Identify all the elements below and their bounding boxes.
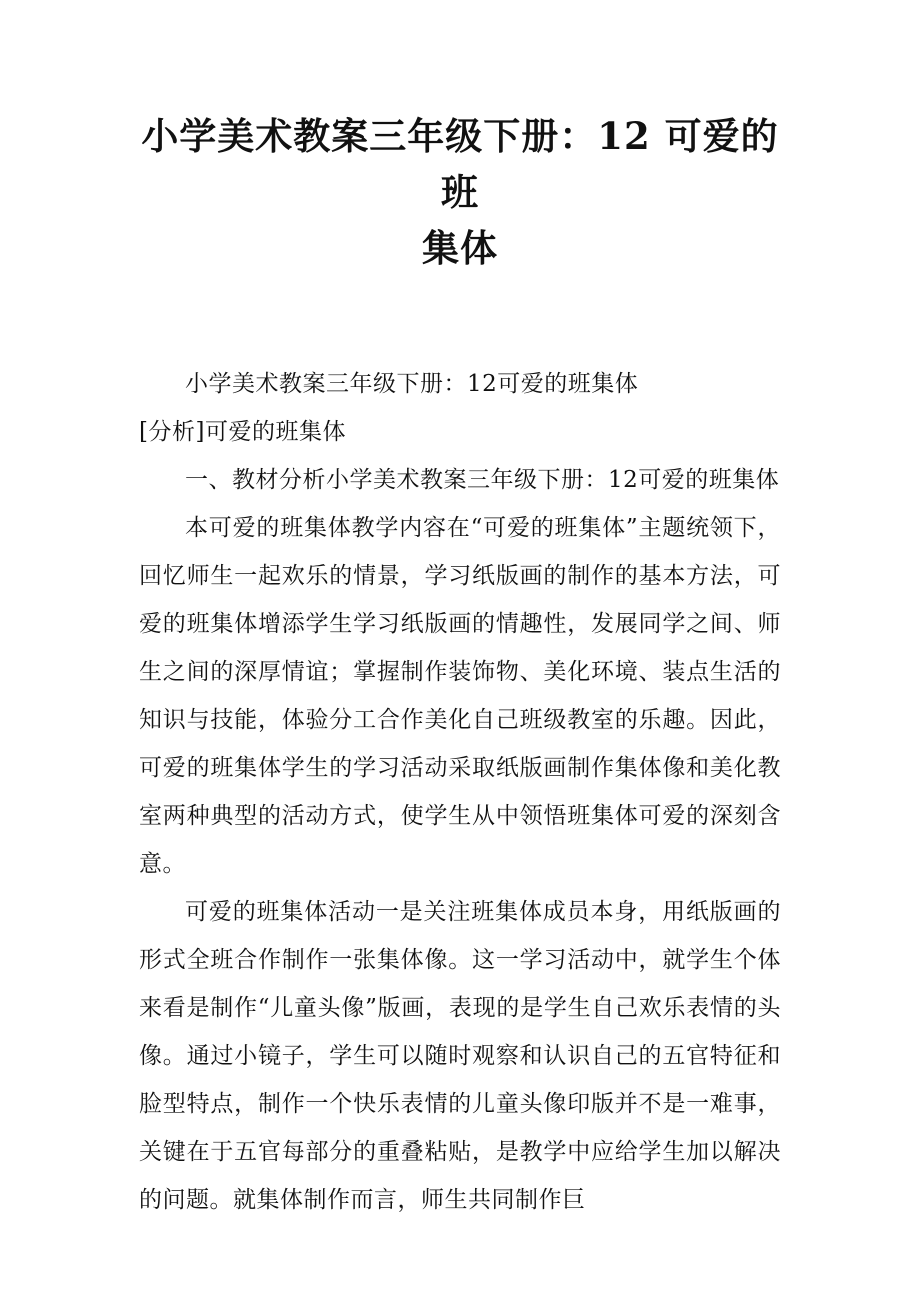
document-title [139, 108, 781, 276]
title-line-1: 小学美术教案三年级下册：12 可爱的班 [141, 114, 779, 214]
body-paragraph: 本可爱的班集体教学内容在“可爱的班集体”主题统领下，回忆师生一起欢乐的情景，学习纸版画的制作的基本方法，可爱的班集体增添学生学习纸版画的情趣性，发展同学之间、师生之间的深厚情谊；掌握制作装饰物、美化环境、装点生活的知识与技能，体验分工合作美化自己班级教室的乐趣。因此，可爱的班集体学生的学习活动采取纸版画制作集体像和美化教室两种典型的活动方式，使学生从中领悟班集体可爱的深刻含意。 [139, 515, 781, 877]
subtitle-paragraph: 小学美术教案三年级下册：12可爱的班集体 [185, 371, 639, 397]
analysis-heading: [分析]可爱的班集体 [139, 419, 346, 445]
title-line-2: 集体 [422, 226, 498, 270]
document-body [139, 360, 781, 1224]
body-paragraph: 可爱的班集体活动一是关注班集体成员本身，用纸版画的形式全班合作制作一张集体像。这一学习活动中，就学生个体来看是制作“儿童头像”版画，表现的是学生自己欢乐表情的头像。通过小镜子，学生可以随时观察和认识自己的五官特征和脸型特点，制作一个快乐表情的儿童头像印版并不是一难事，关键在于五官每部分的重叠粘贴，是教学中应给学生加以解决的问题。就集体制作而言，师生共同制作巨 [139, 899, 781, 1213]
section-heading: 一、教材分析小学美术教案三年级下册：12可爱的班集体 [185, 467, 780, 493]
